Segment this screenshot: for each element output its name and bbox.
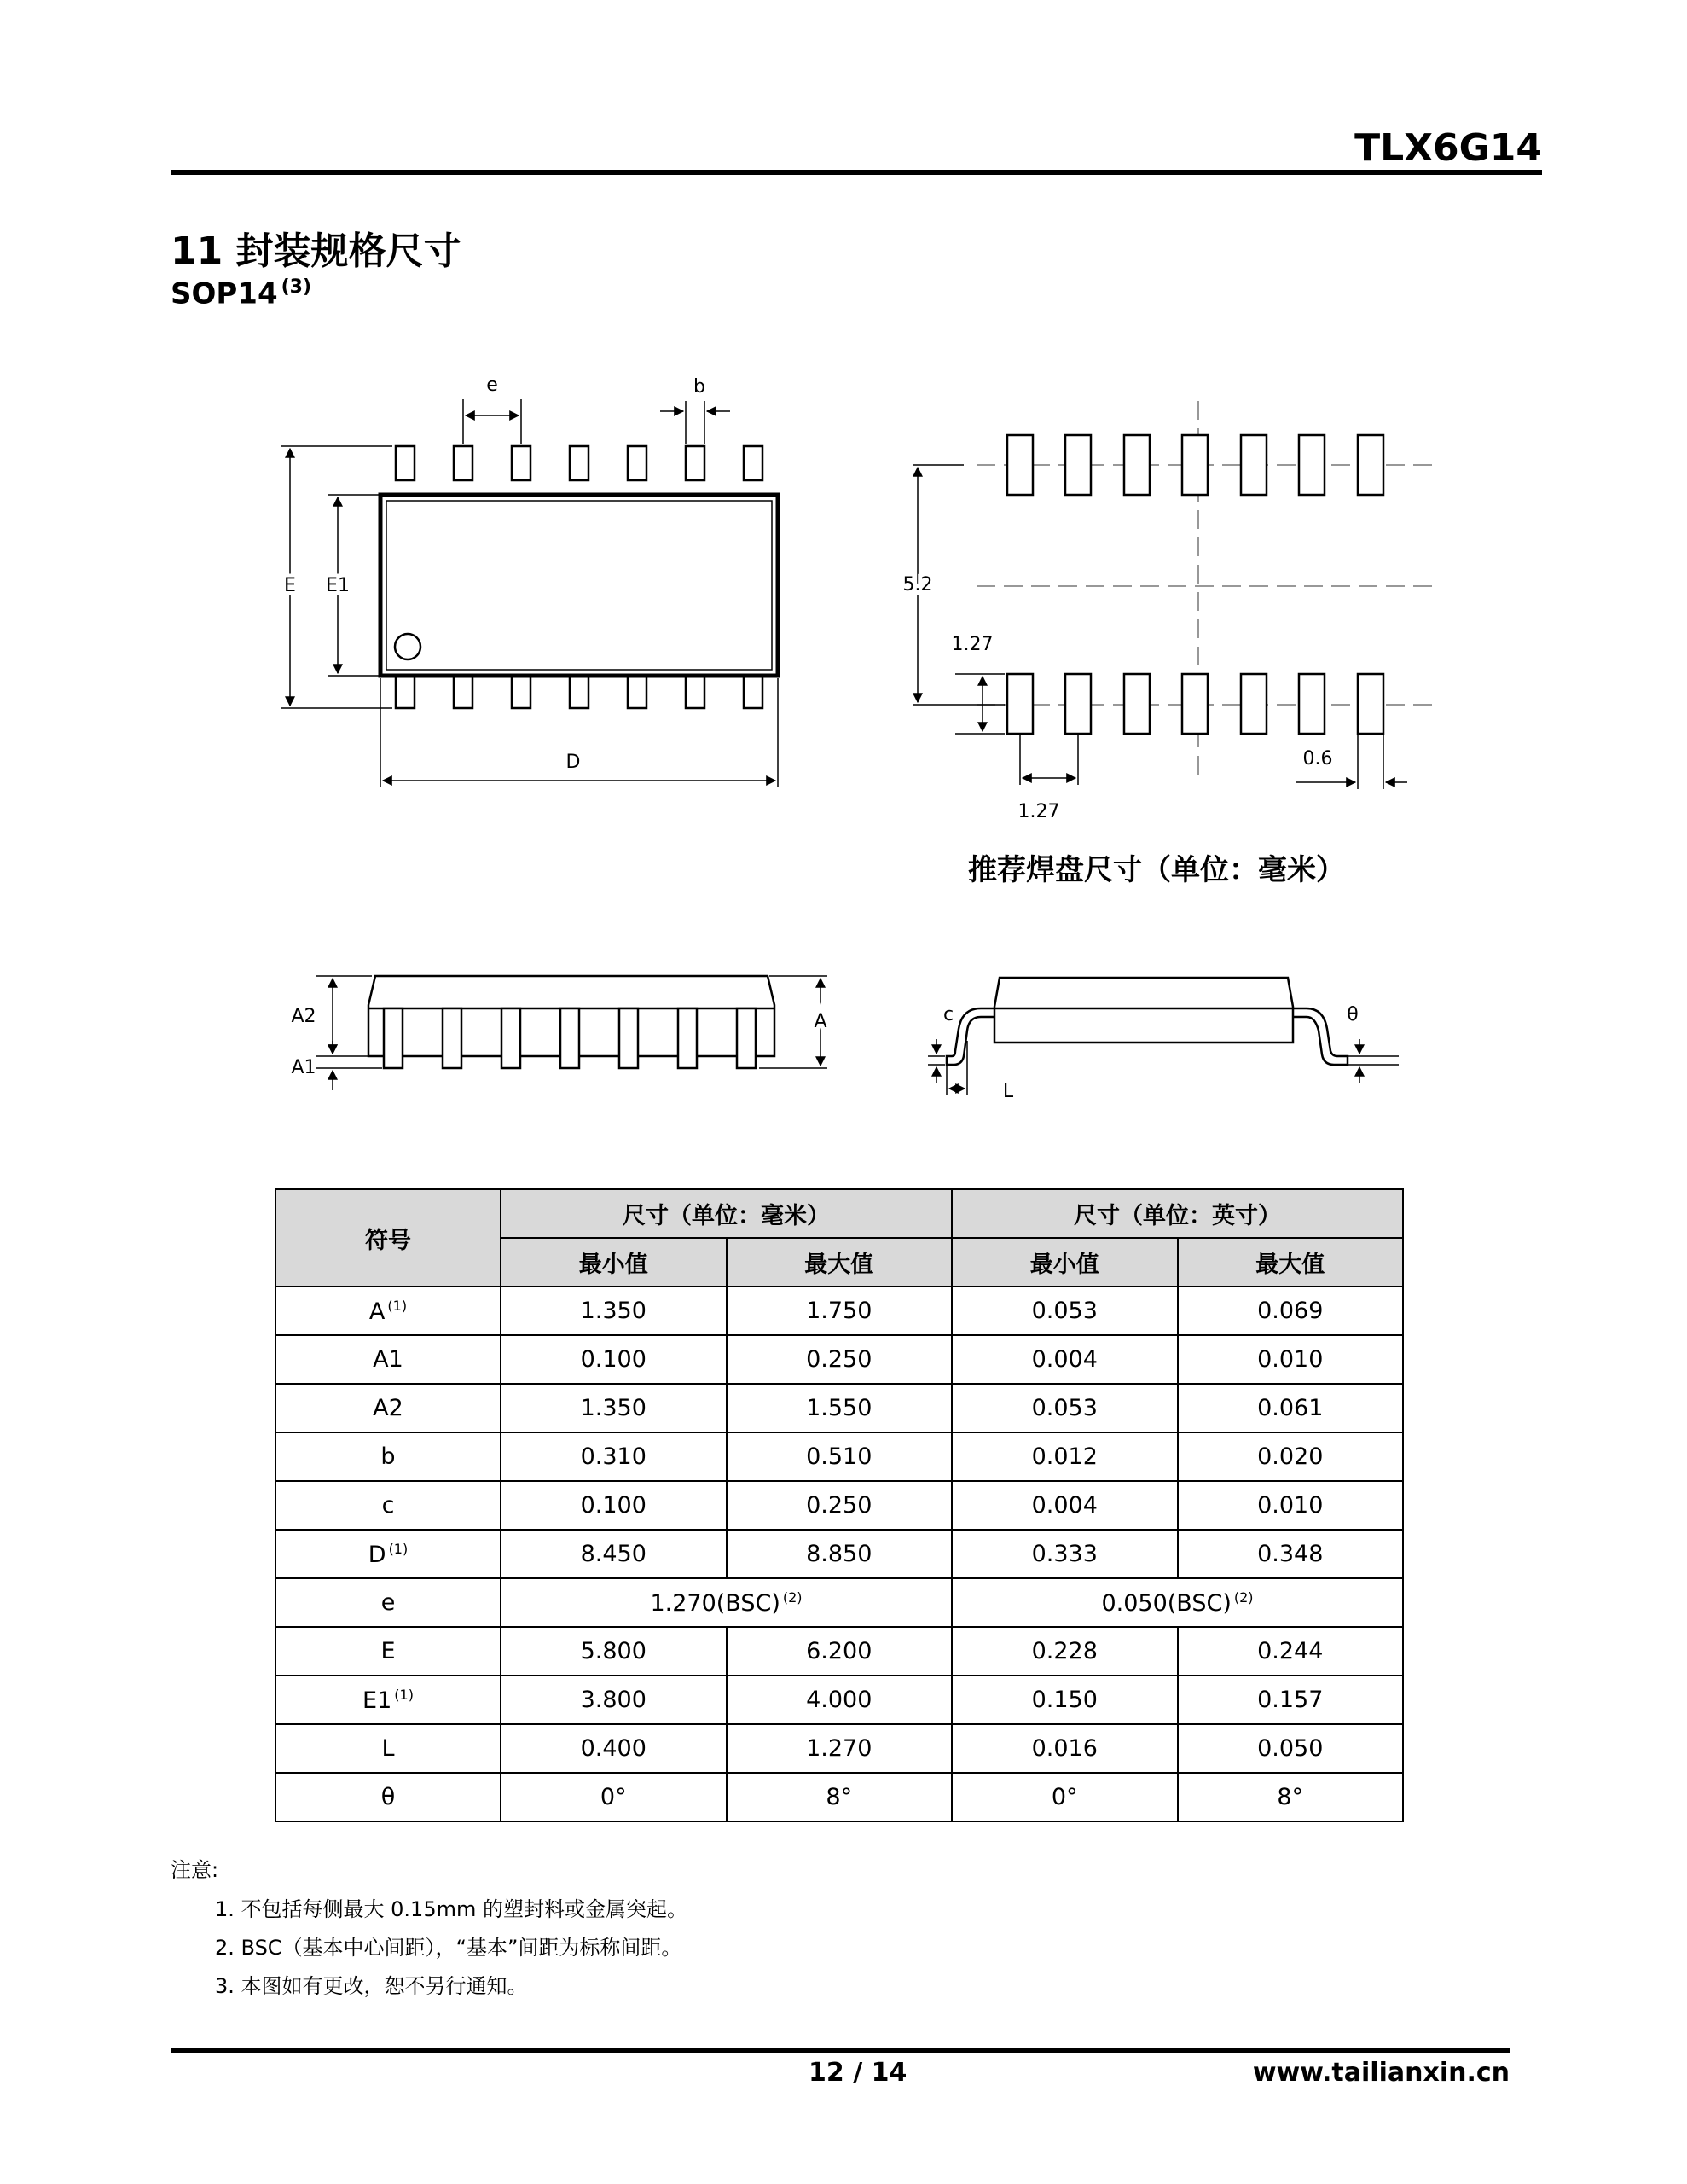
package-footnote: (3) [281, 276, 312, 298]
table-row [275, 1335, 1403, 1384]
header-mm-min: 最小值 [501, 1238, 727, 1287]
mm-merged-note: (2) [782, 1589, 803, 1606]
symbol-cell [275, 1384, 501, 1432]
label-D: D [565, 752, 581, 773]
symbol-cell [275, 1530, 501, 1578]
symbol-text: e [380, 1589, 396, 1616]
table-row [275, 1773, 1403, 1821]
symbol-cell [275, 1578, 501, 1627]
mm-max-cell: 6.200 [727, 1627, 953, 1676]
symbol-text: θ [380, 1784, 396, 1810]
symbol-text: D [368, 1541, 386, 1568]
table-row [275, 1384, 1403, 1432]
table-row [275, 1530, 1403, 1578]
table-row [275, 1432, 1403, 1481]
header-symbol: 符号 [275, 1189, 501, 1287]
header-rule [171, 170, 1542, 175]
symbol-cell [275, 1432, 501, 1481]
in-min-cell: 0.228 [952, 1627, 1178, 1676]
top-view-drawing [256, 358, 802, 802]
mm-min-cell: 0.310 [501, 1432, 727, 1481]
dimension-table [275, 1188, 1404, 1822]
label-theta: θ [1347, 1004, 1359, 1025]
table-row [275, 1481, 1403, 1530]
label-E1: E1 [326, 575, 350, 596]
symbol-text: E [380, 1638, 396, 1664]
symbol-text: E1 [362, 1687, 392, 1714]
in-merged-note: (2) [1233, 1589, 1254, 1606]
symbol-text: L [381, 1735, 395, 1762]
symbol-text: c [381, 1492, 395, 1519]
header-mm: 尺寸（单位：毫米） [501, 1189, 952, 1238]
mm-min-cell: 0.100 [501, 1481, 727, 1530]
in-min-cell: 0.150 [952, 1676, 1178, 1724]
mm-max-cell: 1.750 [727, 1287, 953, 1335]
note-item: 2. BSC（基本中心间距），“基本”间距为标称间距。 [215, 1936, 682, 1960]
label-A: A [814, 1011, 827, 1032]
symbol-note: (1) [388, 1540, 409, 1557]
symbol-cell [275, 1676, 501, 1724]
header-in-min: 最小值 [952, 1238, 1178, 1287]
header-mm-max: 最大值 [727, 1238, 953, 1287]
table-row [275, 1578, 1403, 1627]
label-A2: A2 [291, 1006, 316, 1027]
in-min-cell: 0.053 [952, 1384, 1178, 1432]
note-item: 1. 不包括每侧最大 0.15mm 的塑封料或金属突起。 [215, 1897, 687, 1921]
mm-max-cell: 8° [727, 1773, 953, 1821]
in-min-cell: 0° [952, 1773, 1178, 1821]
in-min-cell: 0.004 [952, 1335, 1178, 1384]
mm-merged-cell [501, 1578, 952, 1627]
mm-max-cell: 0.250 [727, 1335, 953, 1384]
label-pad-length: 1.27 [951, 634, 994, 655]
mm-min-cell: 0.100 [501, 1335, 727, 1384]
mm-max-cell: 1.270 [727, 1724, 953, 1773]
land-pattern-drawing [887, 392, 1433, 836]
in-max-cell: 0.061 [1178, 1384, 1404, 1432]
footer-rule [171, 2048, 1510, 2053]
label-pad-pitch: 1.27 [1017, 801, 1060, 822]
label-b: b [693, 376, 705, 398]
symbol-text: A1 [373, 1346, 403, 1373]
in-max-cell: 0.020 [1178, 1432, 1404, 1481]
note-item: 3. 本图如有更改，恕不另行通知。 [215, 1974, 528, 1998]
label-L: L [1002, 1081, 1014, 1102]
in-min-cell: 0.053 [952, 1287, 1178, 1335]
in-max-cell: 0.244 [1178, 1627, 1404, 1676]
mm-max-cell: 4.000 [727, 1676, 953, 1724]
symbol-note: (1) [394, 1686, 414, 1703]
land-pattern-caption: 推荐焊盘尺寸（单位：毫米） [968, 853, 1345, 887]
symbol-text: b [380, 1443, 396, 1470]
in-min-cell: 0.333 [952, 1530, 1178, 1578]
notes-title: 注意: [171, 1858, 219, 1882]
mm-min-cell: 0.400 [501, 1724, 727, 1773]
table-row [275, 1724, 1403, 1773]
in-max-cell: 0.050 [1178, 1724, 1404, 1773]
in-max-cell: 0.010 [1178, 1335, 1404, 1384]
in-merged-cell [952, 1578, 1403, 1627]
symbol-note: (1) [387, 1297, 408, 1314]
in-min-cell: 0.012 [952, 1432, 1178, 1481]
label-e: e [486, 375, 498, 396]
mm-min-cell: 5.800 [501, 1627, 727, 1676]
label-pad-width: 0.6 [1302, 748, 1333, 770]
mm-max-cell: 0.250 [727, 1481, 953, 1530]
symbol-text: A [368, 1298, 386, 1325]
mm-min-cell: 1.350 [501, 1384, 727, 1432]
in-max-cell: 0.010 [1178, 1481, 1404, 1530]
in-max-cell: 8° [1178, 1773, 1404, 1821]
page-number: 12 / 14 [809, 2058, 907, 2088]
document-title: TLX6G14 [1354, 126, 1542, 170]
header-inch: 尺寸（单位：英寸） [952, 1189, 1403, 1238]
symbol-cell [275, 1724, 501, 1773]
mm-max-cell: 1.550 [727, 1384, 953, 1432]
label-c: c [942, 1004, 954, 1025]
table-row [275, 1627, 1403, 1676]
symbol-cell [275, 1287, 501, 1335]
website-link[interactable]: www.tailianxin.cn [1252, 2058, 1510, 2088]
in-max-cell: 0.348 [1178, 1530, 1404, 1578]
mm-max-cell: 8.850 [727, 1530, 953, 1578]
mm-min-cell: 1.350 [501, 1287, 727, 1335]
symbol-cell [275, 1335, 501, 1384]
symbol-cell [275, 1627, 501, 1676]
lead-detail-drawing [921, 956, 1433, 1118]
package-name [171, 276, 311, 311]
label-A1: A1 [291, 1057, 316, 1078]
mm-min-cell: 8.450 [501, 1530, 727, 1578]
in-merged-value: 0.050(BSC) [1101, 1589, 1232, 1617]
section-title: 11 封装规格尺寸 [171, 229, 461, 273]
side-view-drawing [273, 956, 853, 1101]
symbol-cell [275, 1773, 501, 1821]
label-pad-pitch-vertical: 5.2 [902, 574, 933, 595]
symbol-cell [275, 1481, 501, 1530]
header-in-max: 最大值 [1178, 1238, 1404, 1287]
mm-min-cell: 0° [501, 1773, 727, 1821]
in-max-cell: 0.069 [1178, 1287, 1404, 1335]
in-min-cell: 0.016 [952, 1724, 1178, 1773]
mm-max-cell: 0.510 [727, 1432, 953, 1481]
in-min-cell: 0.004 [952, 1481, 1178, 1530]
table-row [275, 1287, 1403, 1335]
mm-merged-value: 1.270(BSC) [650, 1589, 780, 1617]
package-label: SOP14 [171, 276, 278, 311]
symbol-text: A2 [373, 1395, 403, 1421]
table-row [275, 1676, 1403, 1724]
label-E: E [284, 575, 296, 596]
in-max-cell: 0.157 [1178, 1676, 1404, 1724]
mm-min-cell: 3.800 [501, 1676, 727, 1724]
